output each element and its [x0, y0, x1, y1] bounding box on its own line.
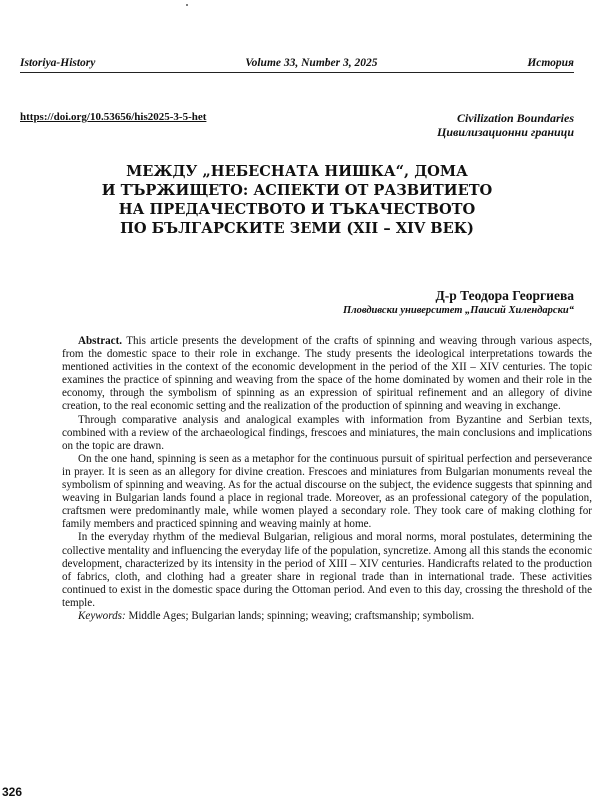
keywords-list: Middle Ages; Bulgarian lands; spinning; weaving; craftsmanship; symbolism.	[128, 609, 475, 622]
author-name: Д-р Теодора Георгиева	[435, 288, 574, 303]
section-heading	[437, 111, 574, 139]
section-name-bulgarian: Цивилизационни граници	[436, 125, 574, 139]
abstract-paragraph	[62, 335, 592, 414]
abstract-paragraph: On the one hand, spinning is seen as a metaphor for the continuous pursuit of spiritual perfection and perseverance in prayer. It is seen as an allegory for divine creation. Frescoes and miniatures from Bulgarian monuments reveal the symbolism of spinning and weaving. As for the actual discourse on the subject, the evidence suggests that spinning and weaving in Bulgarian lands found a place in regional trade. Moreover, as an professional category of the population, craftsmen were predominantly male, while women played a secondary role. They took care of making clothing for family members and practiced spinning and weaving mainly at home.	[62, 452, 592, 531]
abstract-paragraph: Through comparative analysis and analogical examples with information from Byzantine and Serbian texts, combined with a review of the archaeological findings, frescoes and miniatures, the main conclusions and implications on the topic are drawn.	[62, 413, 592, 452]
doi-link[interactable]: https://doi.org/10.53656/his2025-3-5-het	[20, 111, 207, 123]
keywords	[62, 610, 592, 623]
title-line: МЕЖДУ „НЕБЕСНАТА НИШКА“, ДОМА	[126, 163, 468, 180]
article-title	[20, 162, 574, 238]
abstract-label: Abstract.	[78, 335, 123, 347]
page-number: 326	[2, 785, 23, 799]
title-line: И ТЪРЖИЩЕТО: АСПЕКТИ ОТ РАЗВИТИЕТО	[101, 182, 493, 199]
running-header	[20, 57, 574, 73]
author-block	[343, 288, 574, 318]
abstract	[62, 335, 592, 623]
journal-name-bulgarian: История	[527, 57, 574, 69]
volume-issue: Volume 33, Number 3, 2025	[245, 57, 378, 69]
scan-speck	[186, 4, 188, 6]
title-line: ПО БЪЛГАРСКИТЕ ЗЕМИ (XII – XIV ВЕК)	[120, 220, 474, 237]
abstract-text: This article presents the development of the crafts of spinning and weaving through various aspects, from the domestic space to their role in exchange. The study presents the ideological interpretations towards the mentioned activities in the context of the economic development in the period of the XII – XIV centuries. The topic examines the practice of spinning and weaving from the space of the home dominated by women and their role in the economy, through the symbolism of spinning as an expression of spiritual refinement and an allegory of divine creation, to the real economic setting and the realization of the production of spinning and weaving in exchange.	[62, 335, 592, 413]
keywords-label: Keywords:	[78, 609, 126, 622]
journal-name: Istoriya-History	[20, 57, 96, 69]
title-line: НА ПРЕДАЧЕСТВОТО И ТЪКАЧЕСТВОТО	[118, 201, 476, 218]
author-affiliation: Пловдивски университет „Паисий Хилендарски“	[343, 305, 574, 316]
section-name-english: Civilization Boundaries	[456, 111, 574, 125]
abstract-paragraph: In the everyday rhythm of the medieval Bulgarian, religious and moral norms, moral postulates, determining the collective mentality and influencing the everyday life of the population, syncretize. Among all this stands the economic development, characterized by its intensity in the period of XIII – XIV centuries. Handicrafts related to the production of fabrics, cloth, and clothing had a greater share in regional trade than in international trade. These activities continued to exist in the domestic space during the Ottoman period. And even to this day, crossing the threshold of the temple.	[62, 531, 592, 609]
